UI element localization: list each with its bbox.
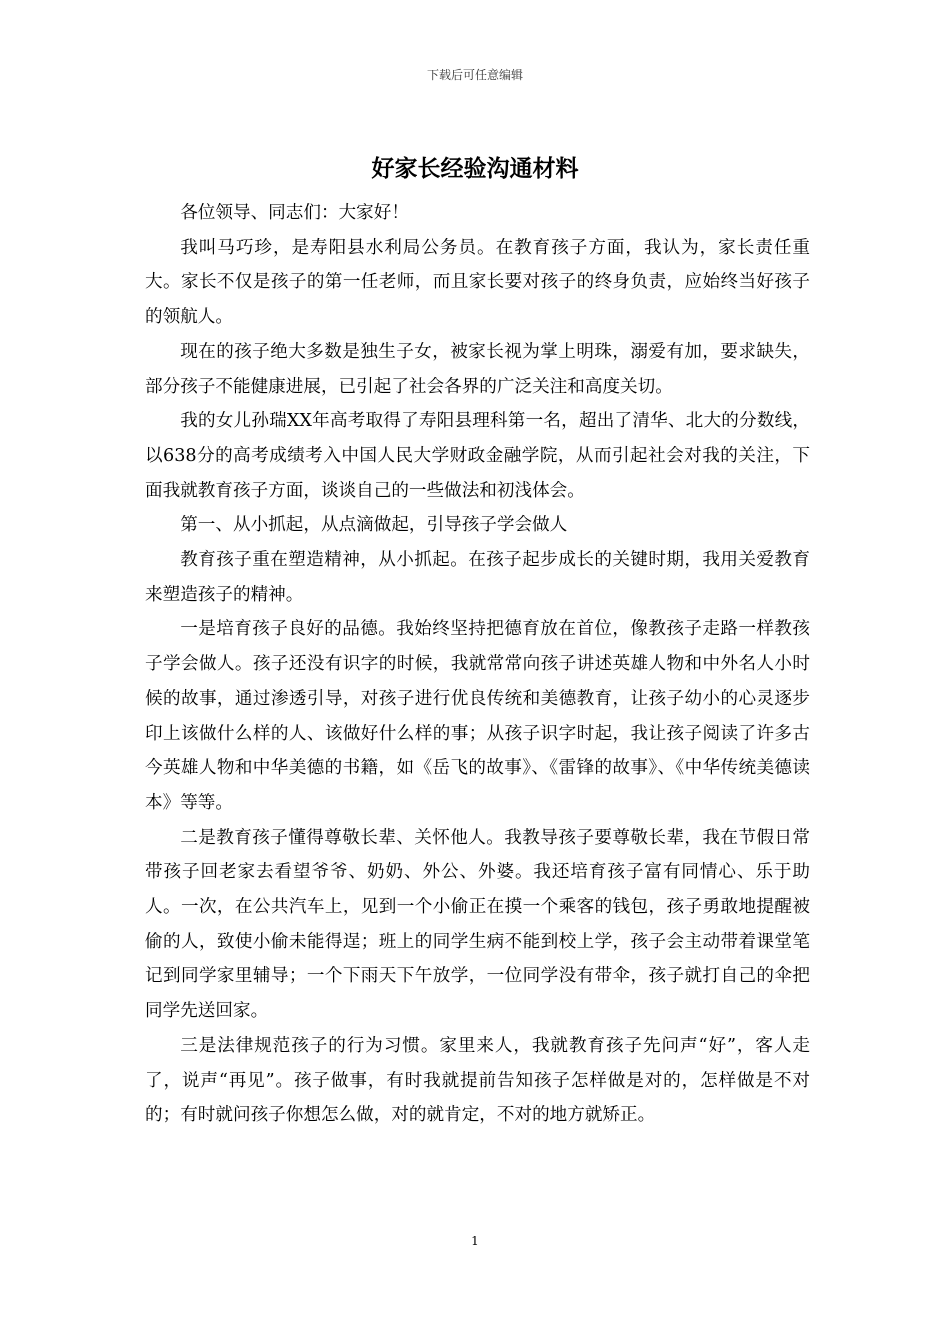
paragraph: 一是培育孩子良好的品德。我始终坚持把德育放在首位，像教孩子走路一样教孩子学会做人。孩子还没有识字的时候，我就常常向孩子讲述英雄人物和中外名人小时候的故事，通过渗透引导，对孩子进行优良传统和美德教育，让孩子幼小的心灵逐步印上该做什么样的人、该做好什么样的事；从孩子识字时起，我让孩子阅读了许多古今英雄人物和中华美德的书籍，如《岳飞的故事》、《雷锋的故事》、《中华传统美德读本》等等。 [145, 619, 810, 813]
page-number: 1 [471, 1234, 479, 1248]
section-heading: 第一、从小抓起，从点滴做起，引导孩子学会做人 [180, 515, 568, 536]
paragraph: 教育孩子重在塑造精神，从小抓起。在孩子起步成长的关键时期，我用关爱教育来塑造孩子的精神。 [145, 550, 810, 605]
paragraph: 现在的孩子绝大多数是独生子女，被家长视为掌上明珠，溺爱有加，要求缺失，部分孩子不能健康进展，已引起了社会各界的广泛关注和高度关切。 [145, 341, 810, 397]
header-note: 下载后可任意编辑 [426, 68, 523, 82]
paragraph-greeting: 各位领导、同志们：大家好！ [180, 203, 409, 223]
paragraph: 二是教育孩子懂得尊敬长辈、关怀他人。我教导孩子要尊敬长辈，我在节假日常带孩子回老家去看望爷爷、奶奶、外公、外婆。我还培育孩子富有同情心、乐于助人。一次，在公共汽车上，见到一个小偷正在摸一个乘客的钱包，孩子勇敢地提醒被偷的人，致使小偷未能得逞；班上的同学生病不能到校上学，孩子会主动带着课堂笔记到同学家里辅导；一个下雨天下午放学，一位同学没有带伞，孩子就打自己的伞把同学先送回家。 [145, 827, 810, 1022]
document-title: 好家长经验沟通材料 [371, 155, 579, 182]
paragraph: 三是法律规范孩子的行为习惯。家里来人，我就教育孩子先问声“好”，客人走了，说声“再见”。孩子做事，有时我就提前告知孩子怎样做是对的，怎样做是不对的；有时就问孩子你想怎么做，对的就肯定，不对的地方就矫正。 [145, 1035, 810, 1126]
paragraph: 我叫马巧珍，是寿阳县水利局公务员。在教育孩子方面，我认为，家长责任重大。家长不仅是孩子的第一任老师，而且家长要对孩子的终身负责，应始终当好孩子的领航人。 [145, 237, 810, 328]
paragraph: 我的女儿孙瑞XX年高考取得了寿阳县理科第一名，超出了清华、北大的分数线，以638分的高考成绩考入中国人民大学财政金融学院，从而引起社会对我的关注，下面我就教育孩子方面，谈谈自己的一些做法和初浅体会。 [145, 411, 810, 501]
document-body [145, 196, 810, 1133]
